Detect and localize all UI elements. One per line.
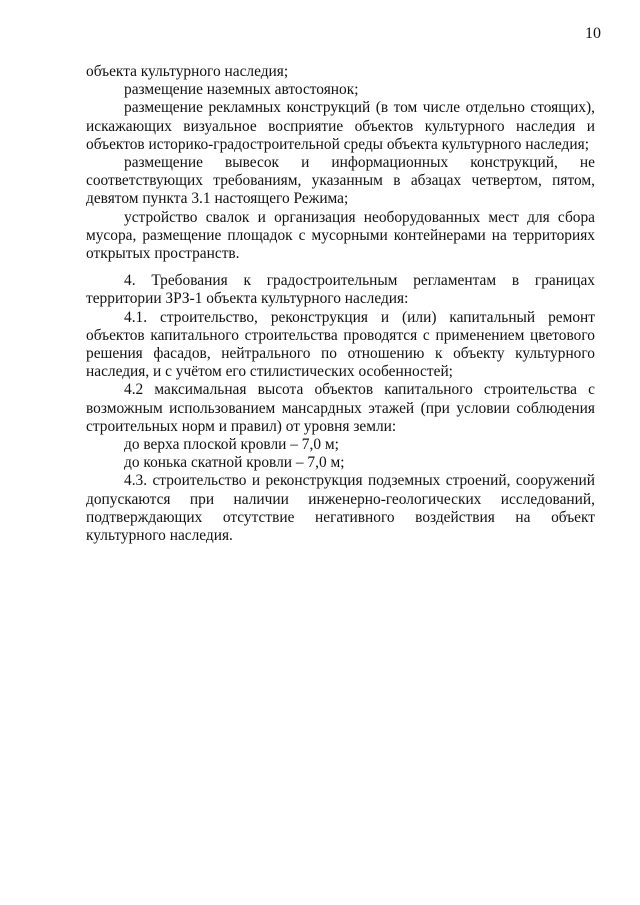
paragraph-item-4-3: 4.3. строительство и реконструкция подземных строений, сооружений допускаются при наличии инженерно-геологических исследований, подтверждающих отсутствие негативного воздействия на объект культурного наследия. [86,472,595,545]
paragraph-dumps: устройство свалок и организация необорудованных мест для сбора мусора, размещение площадок с мусорными контейнерами на территориях открытых пространств. [86,208,595,263]
paragraph-item-4-1: 4.1. строительство, реконструкция и (или) капитальный ремонт объектов капитального строительства проводятся с применением цветового решения фасадов, нейтрального по отношению к объекту культурного наследия, и с учётом его стилистических особенностей; [86,308,595,381]
page-number: 10 [585,25,601,42]
paragraph-gap [86,263,595,272]
document-body [86,63,595,545]
paragraph-item-4-2: 4.2 максимальная высота объектов капитального строительства с возможным использованием мансардных этажей (при условии соблюдения строительных норм и правил) от уровня земли: [86,381,595,435]
paragraph-advertising-structures: размещение рекламных конструкций (в том числе отдельно стоящих), искажающих визуальное восприятие объектов культурного наследия и объектов историко-градостроительной среды объекта культурного наследия; [86,99,595,153]
paragraph-signboards: размещение вывесок и информационных конструкций, не соответствующих требованиям, указанным в абзацах четвертом, пятом, девятом пункта 3.1 настоящего Режима; [86,154,595,208]
paragraph-object-heritage-tail: объекта культурного наследия; [86,63,289,80]
paragraph-ground-parking: размещение наземных автостоянок; [124,81,359,99]
paragraph-pitched-roof-height: до конька скатной кровли – 7,0 м; [124,454,345,472]
paragraph-flat-roof-height: до верха плоской кровли – 7,0 м; [124,436,339,454]
paragraph-section-4-heading: 4. Требования к градостроительным регламентам в границах территории ЗРЗ-1 объекта культурного наследия: [86,272,595,308]
